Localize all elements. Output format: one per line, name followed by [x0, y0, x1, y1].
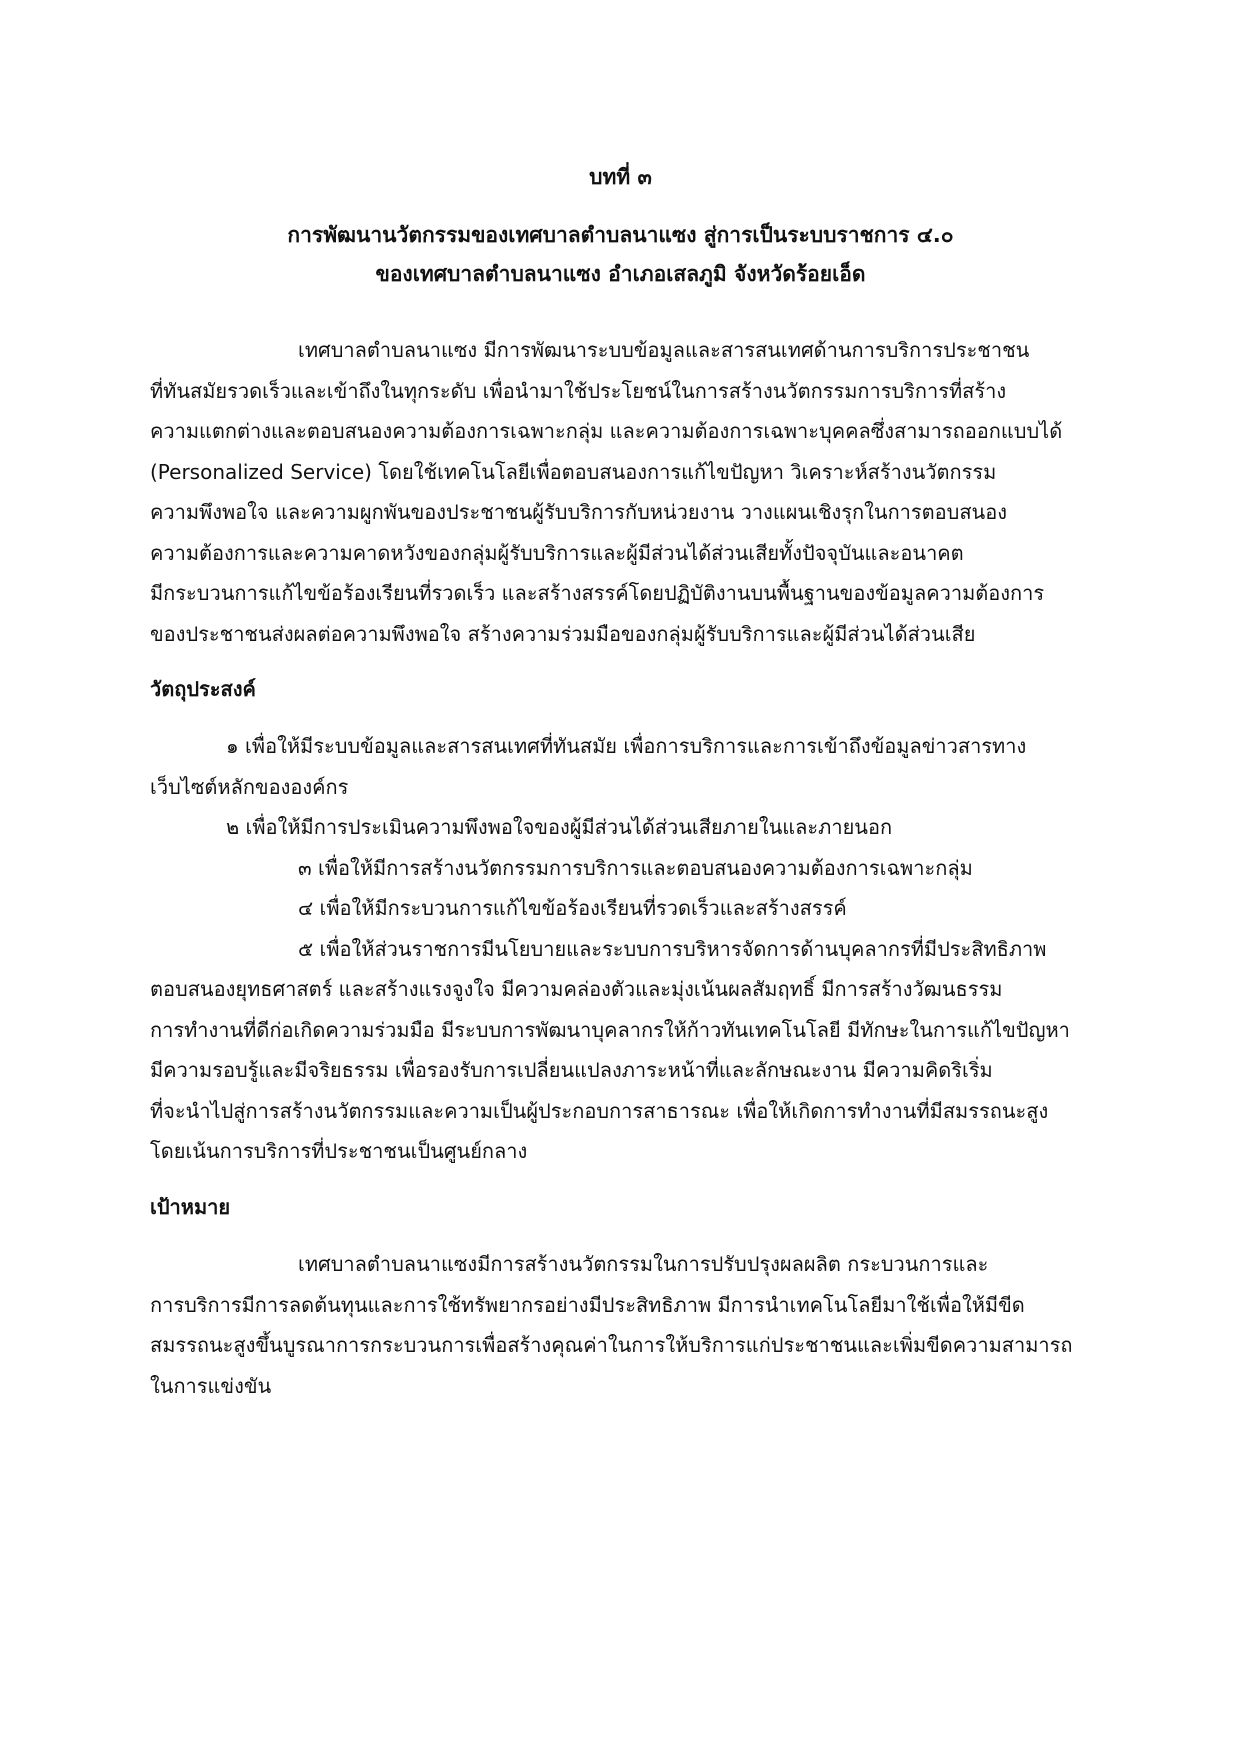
- intro-line: ของประชาชนส่งผลต่อความพึงพอใจ สร้างความร่วมมือของกลุ่มผู้รับบริการและผู้มีส่วนได้ส่วนเสีย: [150, 621, 976, 646]
- objective-item-1-cont: เว็บไซต์หลักขององค์กร: [150, 774, 349, 799]
- objective-item-1: ๑ เพื่อให้มีระบบข้อมูลและสารสนเทศที่ทันสมัย เพื่อการบริการและการเข้าถึงข้อมูลข่าวสารทาง: [226, 734, 1027, 758]
- goals-line: ในการแข่งขัน: [150, 1373, 272, 1398]
- intro-paragraph: [150, 330, 1090, 654]
- chapter-heading: บทที่ ๓: [589, 165, 652, 189]
- intro-line: เทศบาลตำบลนาแซง มีการพัฒนาระบบข้อมูลและสารสนเทศด้านการบริการประชาชน: [298, 338, 1030, 362]
- goals-line: การบริการมีการลดต้นทุนและการใช้ทรัพยากรอย่างมีประสิทธิภาพ มีการนำเทคโนโลยีมาใช้เพื่อให้มีขีด: [150, 1292, 1025, 1317]
- objective-item-5-cont: การทำงานที่ดีก่อเกิดความร่วมมือ มีระบบการพัฒนาบุคลากรให้ก้าวทันเทคโนโลยี มีทักษะในการแก้ไขปัญหา: [150, 1017, 1070, 1042]
- document-title-line-1: การพัฒนานวัตกรรมของเทศบาลตำบลนาแซง สู่การเป็นระบบราชการ ๔.๐: [287, 223, 954, 247]
- objective-item-5-cont: ตอบสนองยุทธศาสตร์ และสร้างแรงจูงใจ มีความคล่องตัวและมุ่งเน้นผลสัมฤทธิ์ มีการสร้างวัฒนธรรม: [150, 977, 1003, 1001]
- objective-item-5-cont: โดยเน้นการบริการที่ประชาชนเป็นศูนย์กลาง: [150, 1139, 528, 1163]
- goals-heading: เป้าหมาย: [150, 1195, 231, 1219]
- intro-line: ความพึงพอใจ และความผูกพันของประชาชนผู้รับบริการกับหน่วยงาน วางแผนเชิงรุกในการตอบสนอง: [150, 500, 1008, 524]
- goals-line: เทศบาลตำบลนาแซงมีการสร้างนวัตกรรมในการปรับปรุงผลผลิต กระบวนการและ: [298, 1252, 989, 1276]
- objective-item-2: ๒ เพื่อให้มีการประเมินความพึงพอใจของผู้มีส่วนได้ส่วนเสียภายในและภายนอก: [226, 815, 893, 839]
- intro-line: (Personalized Service) โดยใช้เทคโนโลยีเพื่อตอบสนองการแก้ไขปัญหา วิเคราะห์สร้างนวัตกรรม: [150, 459, 997, 484]
- document-title-line-2: ของเทศบาลตำบลนาแซง อำเภอเสลภูมิ จังหวัดร้อยเอ็ด: [375, 262, 866, 286]
- intro-line: ความต้องการและความคาดหวังของกลุ่มผู้รับบริการและผู้มีส่วนได้ส่วนเสียทั้งปัจจุบันและอนาคต: [150, 540, 964, 565]
- intro-line: มีกระบวนการแก้ไขข้อร้องเรียนที่รวดเร็ว และสร้างสรรค์โดยปฏิบัติงานบนพื้นฐานของข้อมูลความต้องการ: [150, 581, 1045, 605]
- objectives-heading: วัตถุประสงค์: [150, 677, 256, 701]
- goals-paragraph: [150, 1244, 1090, 1406]
- objective-item-4: ๔ เพื่อให้มีกระบวนการแก้ไขข้อร้องเรียนที่รวดเร็วและสร้างสรรค์: [298, 896, 847, 920]
- objective-item-5-cont: มีความรอบรู้และมีจริยธรรม เพื่อรองรับการเปลี่ยนแปลงภาระหน้าที่และลักษณะงาน มีความคิดริเริ่ม: [150, 1058, 993, 1082]
- objective-item-5-cont: ที่จะนำไปสู่การสร้างนวัตกรรมและความเป็นผู้ประกอบการสาธารณะ เพื่อให้เกิดการทำงานที่มีสมรรถนะสูง: [150, 1098, 1049, 1123]
- intro-line: ที่ทันสมัยรวดเร็วและเข้าถึงในทุกระดับ เพื่อนำมาใช้ประโยชน์ในการสร้างนวัตกรรมการบริการที่สร้าง: [150, 378, 1007, 403]
- intro-line: ความแตกต่างและตอบสนองความต้องการเฉพาะกลุ่ม และความต้องการเฉพาะบุคคลซึ่งสามารถออกแบบได้: [150, 419, 1063, 443]
- goals-line: สมรรถนะสูงขึ้นบูรณาการกระบวนการเพื่อสร้างคุณค่าในการให้บริการแก่ประชาชนและเพิ่มขีดความสามารถ: [150, 1333, 1073, 1357]
- objective-item-3: ๓ เพื่อให้มีการสร้างนวัตกรรมการบริการและตอบสนองความต้องการเฉพาะกลุ่ม: [298, 855, 973, 880]
- objective-item-5: ๕ เพื่อให้ส่วนราชการมีนโยบายและระบบการบริหารจัดการด้านบุคลากรที่มีประสิทธิภาพ: [298, 936, 1047, 961]
- objectives-list: [150, 726, 1090, 1172]
